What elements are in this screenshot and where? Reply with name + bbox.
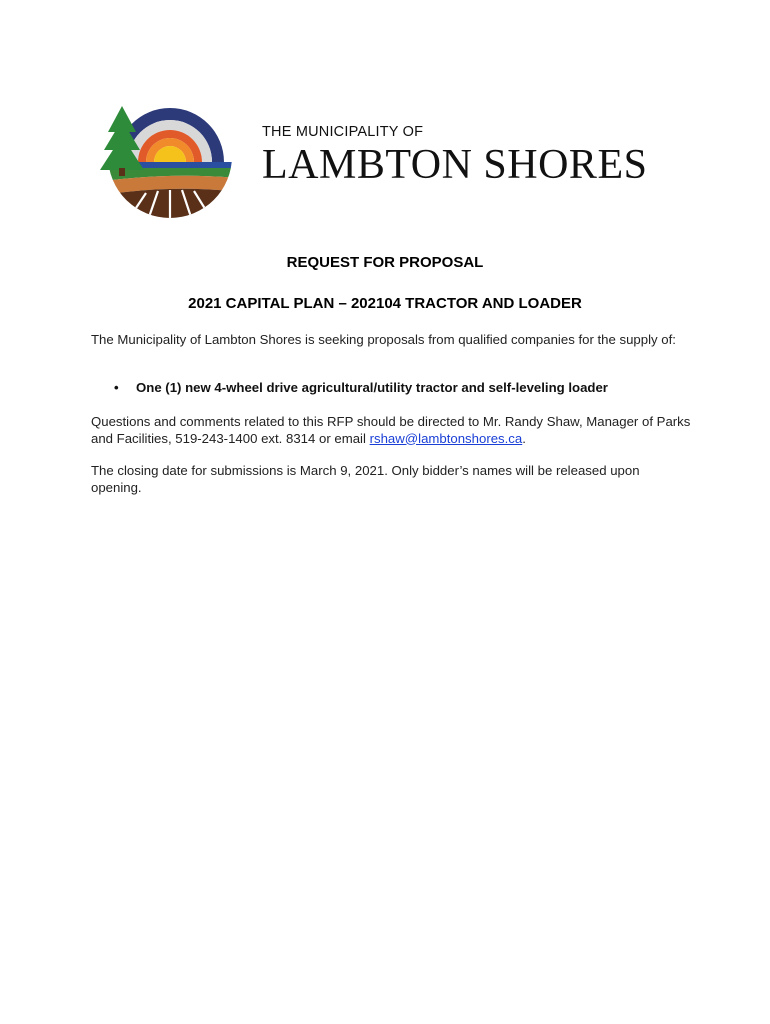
org-name: LAMBTON SHORES <box>262 142 648 188</box>
intro-paragraph: The Municipality of Lambton Shores is seeking proposals from qualified companies for the supply of: <box>91 332 676 347</box>
lambton-shores-logo-icon <box>96 92 238 220</box>
contact-email-link[interactable]: rshaw@lambtonshores.ca <box>369 430 523 446</box>
contact-paragraph <box>91 414 691 447</box>
document-subtitle: 2021 CAPITAL PLAN – 202104 TRACTOR AND LOADER <box>188 295 582 312</box>
closing-paragraph: The closing date for submissions is March 9, 2021. Only bidder’s names will be released upon opening. <box>91 463 640 495</box>
org-pretitle: THE MUNICIPALITY OF <box>262 124 424 140</box>
bullet-icon: • <box>114 380 119 395</box>
bullet-item <box>114 380 608 397</box>
org-branding <box>262 124 647 186</box>
bullet-text: One (1) new 4-wheel drive agricultural/utility tractor and self-leveling loader <box>136 380 608 395</box>
document-title: REQUEST FOR PROPOSAL <box>286 254 484 271</box>
contact-text: Questions and comments related to this RFP should be directed to Mr. Randy Shaw, Manager of Parks and Facilities, 519-243-1400 ext. 8314 or email <box>91 414 691 446</box>
contact-end: . <box>522 430 526 446</box>
